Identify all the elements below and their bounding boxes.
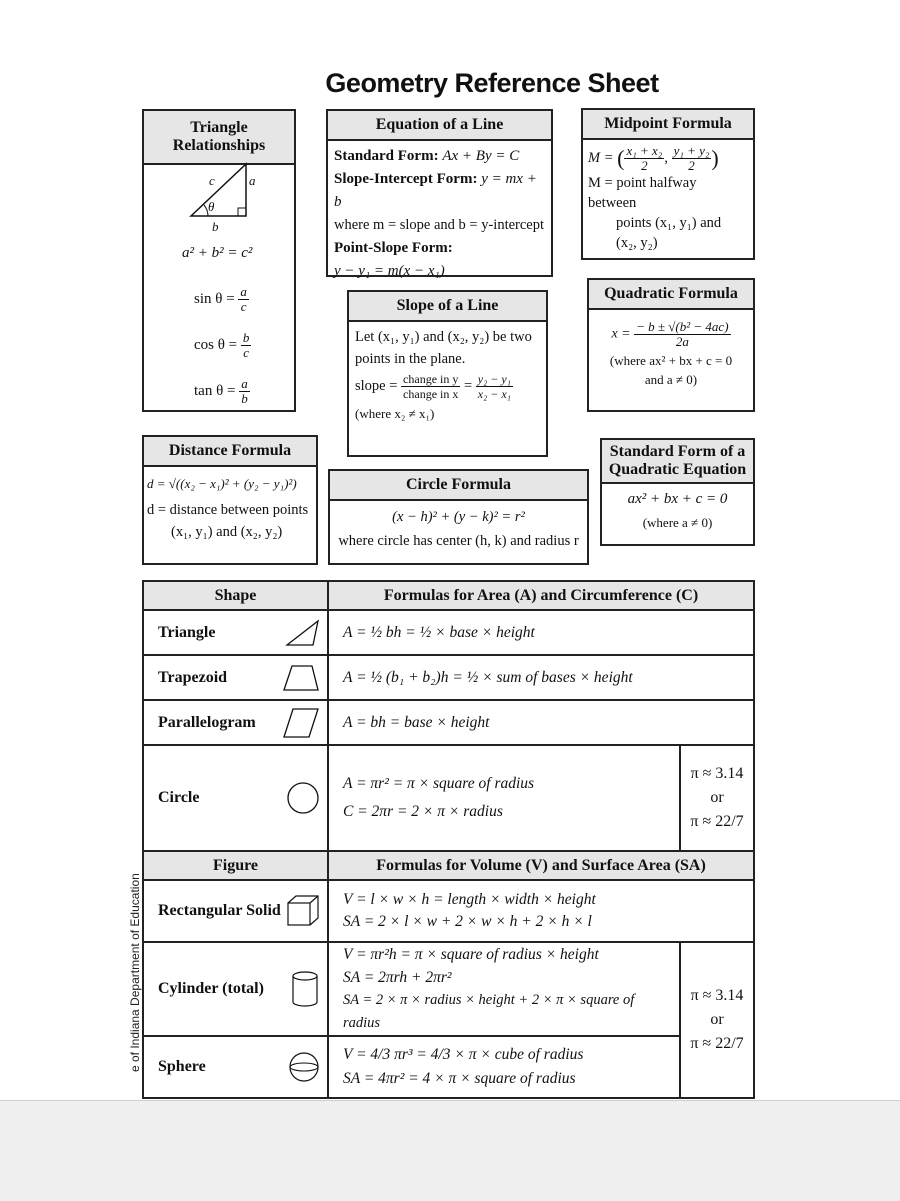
area-col-header: Formulas for Area (A) and Circumference (C) — [328, 581, 754, 610]
circle-formula: (x − h)² + (y − k)² = r² — [392, 509, 525, 525]
sphere-formulas — [328, 1036, 680, 1098]
circle-circumference-formula: C = 2πr = 2 × π × radius — [343, 803, 503, 820]
volume-col-header: Formulas for Volume (V) and Surface Area (SA) — [328, 851, 754, 880]
table-row — [143, 1036, 754, 1098]
page-bottom-margin — [0, 1100, 900, 1201]
shape-name-rectangular-solid: Rectangular Solid — [158, 902, 281, 919]
midpoint-formula-box — [581, 108, 755, 260]
standard-form-label: Standard Form: — [334, 148, 439, 164]
table-row — [143, 880, 754, 942]
sin-den: c — [240, 299, 247, 314]
triangle-label-theta: θ — [208, 199, 215, 214]
distance-desc-2: (x₁, y₁) and (x₂, y₂) — [171, 524, 283, 540]
distance-formula-box — [142, 435, 318, 565]
triangle-area-formula: A = ½ bh = ½ × base × height — [328, 610, 754, 655]
distance-header: Distance Formula — [144, 437, 316, 467]
shape-name-parallelogram: Parallelogram — [158, 713, 256, 731]
circle-area-formula: A = πr² = π × square of radius — [343, 775, 535, 792]
distance-formula: d = √((x₂ − x₁)² + (y₂ − y₁)²) — [147, 476, 297, 491]
area-header-row — [143, 581, 754, 610]
std-quad-cond: (where a ≠ 0) — [642, 515, 713, 530]
rectangular-solid-icon — [285, 893, 321, 929]
equation-of-line-box — [326, 109, 553, 277]
table-row — [143, 745, 754, 851]
standard-quadratic-box — [600, 438, 755, 546]
shape-name-trapezoid: Trapezoid — [158, 668, 228, 686]
triangle-icon — [285, 618, 321, 648]
slope-line-1: Let (x₁, y₁) and (x₂, y₂) be two — [355, 329, 532, 345]
cylinder-sa-formula: SA = 2πrh + 2πr² — [343, 969, 452, 986]
tan-den: b — [241, 391, 248, 406]
cylinder-icon — [289, 969, 321, 1009]
circle-area-formulas — [328, 745, 680, 851]
circle-header: Circle Formula — [330, 471, 587, 501]
table-row — [143, 655, 754, 700]
slope-num-1: change in y — [403, 372, 459, 386]
triangle-relationships-box — [142, 109, 296, 412]
volume-header-row — [143, 851, 754, 880]
slope-equation: slope = $\frac{\text{change in y}}{\text{change in x}}$ = $\frac{\text{y₂ − y₁}}{\text{x₂ − x₁}}$ — [355, 372, 511, 401]
midpoint-desc-1: M = point halfway between — [588, 175, 697, 211]
tan-label: tan θ = — [194, 382, 236, 399]
rect-solid-sa-formula: SA = 2 × l × w + 2 × w × h + 2 × h × l — [343, 913, 592, 930]
sphere-sa-formula: SA = 4πr² = 4 × π × square of radius — [343, 1070, 576, 1087]
parallelogram-icon — [281, 706, 321, 740]
circle-formula-box — [328, 469, 589, 565]
quadratic-cond-2: and a ≠ 0) — [644, 372, 698, 387]
midpoint-equation: M = ( $\frac{\text{x₁ + x₂}}{2}$ , $\frac{\text{y₁ + y₂}}{2}$ ) — [588, 143, 719, 173]
shape-name-circle: Circle — [158, 789, 200, 806]
pythagorean-formula: a² + b² = c² — [182, 245, 253, 261]
source-note: e of Indiana Department of Education — [128, 873, 142, 1072]
cylinder-sa-words: SA = 2 × π × radius × height + 2 × π × square of radius — [343, 992, 635, 1031]
circle-desc: where circle has center (h, k) and radius r — [338, 533, 579, 549]
slope-line-2: points in the plane. — [355, 351, 466, 367]
cylinder-volume-formula: V = πr²h = π × square of radius × height — [343, 946, 599, 963]
triangle-label-c: c — [209, 173, 215, 188]
slope-header: Slope of a Line — [349, 292, 546, 322]
triangle-shape-cell — [143, 610, 328, 655]
slope-intercept-where: where m = slope and b = y-intercept — [334, 217, 545, 233]
quadratic-x: x = — [611, 326, 631, 342]
slope-eq-label: slope = — [355, 377, 398, 394]
standard-form — [334, 145, 545, 168]
quadratic-num: − b ± √(b² − 4ac) — [636, 319, 729, 334]
distance-desc-1: d = distance between points — [147, 502, 309, 518]
sphere-volume-formula: V = 4/3 πr³ = 4/3 × π × cube of radius — [343, 1046, 584, 1063]
pi-approx-fraction: π ≈ 22/7 — [690, 813, 744, 830]
slope-intercept-value: y = mx + b — [334, 171, 537, 210]
figure-col-header: Figure — [143, 851, 328, 880]
slope-intercept-form — [334, 168, 545, 214]
rect-solid-formulas — [328, 880, 754, 942]
cos-label: cos θ = — [194, 336, 238, 353]
shape-name-sphere: Sphere — [158, 1058, 206, 1075]
slope-num-2: y₂ − y₁ — [477, 372, 511, 386]
quadratic-equation — [595, 320, 747, 349]
pi-or-2: or — [710, 1011, 724, 1028]
table-row — [143, 610, 754, 655]
quadratic-header: Quadratic Formula — [589, 280, 753, 310]
trapezoid-shape-cell — [143, 655, 328, 700]
right-triangle-diagram — [146, 151, 296, 241]
midpoint-y-den: 2 — [688, 158, 695, 173]
std-quad-formula: ax² + bx + c = 0 — [627, 491, 728, 507]
quadratic-cond-1: (where ax² + bx + c = 0 — [609, 353, 733, 368]
tan-num: a — [241, 376, 248, 391]
midpoint-m: M = — [588, 149, 614, 166]
midpoint-desc-3: (x₂, y₂) — [616, 235, 658, 251]
sphere-shape-cell — [143, 1036, 328, 1098]
quadratic-den: 2a — [675, 334, 689, 349]
std-quad-header-1: Standard Form of a — [609, 443, 746, 460]
parallelogram-area-formula: A = bh = base × height — [328, 700, 754, 745]
point-slope-value: y − y₁ = m(x − x₁) — [334, 263, 445, 279]
table-row — [143, 942, 754, 1036]
pi-values-area — [680, 745, 754, 851]
shape-col-header: Shape — [143, 581, 328, 610]
pi-or: or — [710, 789, 724, 806]
midpoint-x-den: 2 — [641, 158, 648, 173]
formula-table — [142, 580, 755, 1099]
equation-header: Equation of a Line — [328, 111, 551, 141]
triangle-label-a: a — [249, 173, 256, 188]
quadratic-formula-box — [587, 278, 755, 412]
cylinder-formulas — [328, 942, 680, 1036]
shape-name-triangle: Triangle — [158, 623, 216, 641]
standard-form-value: Ax + By = C — [442, 148, 520, 164]
cos-num: b — [242, 330, 250, 345]
cylinder-shape-cell — [143, 942, 328, 1036]
sin-num: a — [240, 284, 247, 299]
trapezoid-area-formula: A = ½ (b₁ + b₂)h = ½ × sum of bases × height — [328, 655, 754, 700]
pi-values-volume — [680, 942, 754, 1098]
pi-approx-decimal: π ≈ 3.14 — [690, 765, 744, 782]
parallelogram-shape-cell — [143, 700, 328, 745]
cos-formula — [194, 331, 251, 360]
pi-approx-decimal-2: π ≈ 3.14 — [690, 987, 744, 1004]
slope-of-line-box — [347, 290, 548, 457]
rect-solid-volume-formula: V = l × w × h = length × width × height — [343, 891, 596, 908]
tan-formula — [194, 377, 250, 406]
page-title: Geometry Reference Sheet — [325, 68, 659, 98]
midpoint-desc-2: points (x₁, y₁) and — [616, 215, 722, 231]
midpoint-header: Midpoint Formula — [583, 110, 753, 140]
sin-label: sin θ = — [194, 290, 235, 307]
point-slope-label — [334, 237, 545, 260]
slope-intercept-label: Slope-Intercept Form: — [334, 171, 478, 187]
trapezoid-icon — [281, 663, 321, 693]
slope-condition: (where x₂ ≠ x₁) — [355, 406, 435, 421]
std-quad-header — [602, 440, 753, 484]
slope-den-2: x₂ − x₁ — [477, 387, 511, 401]
triangle-label-b: b — [212, 219, 219, 234]
triangle-header: Triangle Relationships — [144, 111, 294, 165]
slope-den-1: change in x — [403, 387, 459, 401]
midpoint-x-num: x₁ + x₂ — [626, 143, 663, 158]
rect-solid-shape-cell — [143, 880, 328, 942]
point-slope-form-label: Point-Slope Form: — [334, 240, 453, 256]
table-row — [143, 700, 754, 745]
pi-approx-fraction-2: π ≈ 22/7 — [690, 1035, 744, 1052]
shape-name-cylinder: Cylinder (total) — [158, 980, 264, 997]
sphere-icon — [287, 1050, 321, 1084]
circle-shape-cell — [143, 745, 328, 851]
midpoint-y-num: y₁ + y₂ — [673, 143, 710, 158]
circle-icon — [285, 780, 321, 816]
std-quad-header-2: Quadratic Equation — [608, 461, 747, 478]
sin-formula — [194, 285, 249, 314]
cos-den: c — [243, 345, 250, 360]
